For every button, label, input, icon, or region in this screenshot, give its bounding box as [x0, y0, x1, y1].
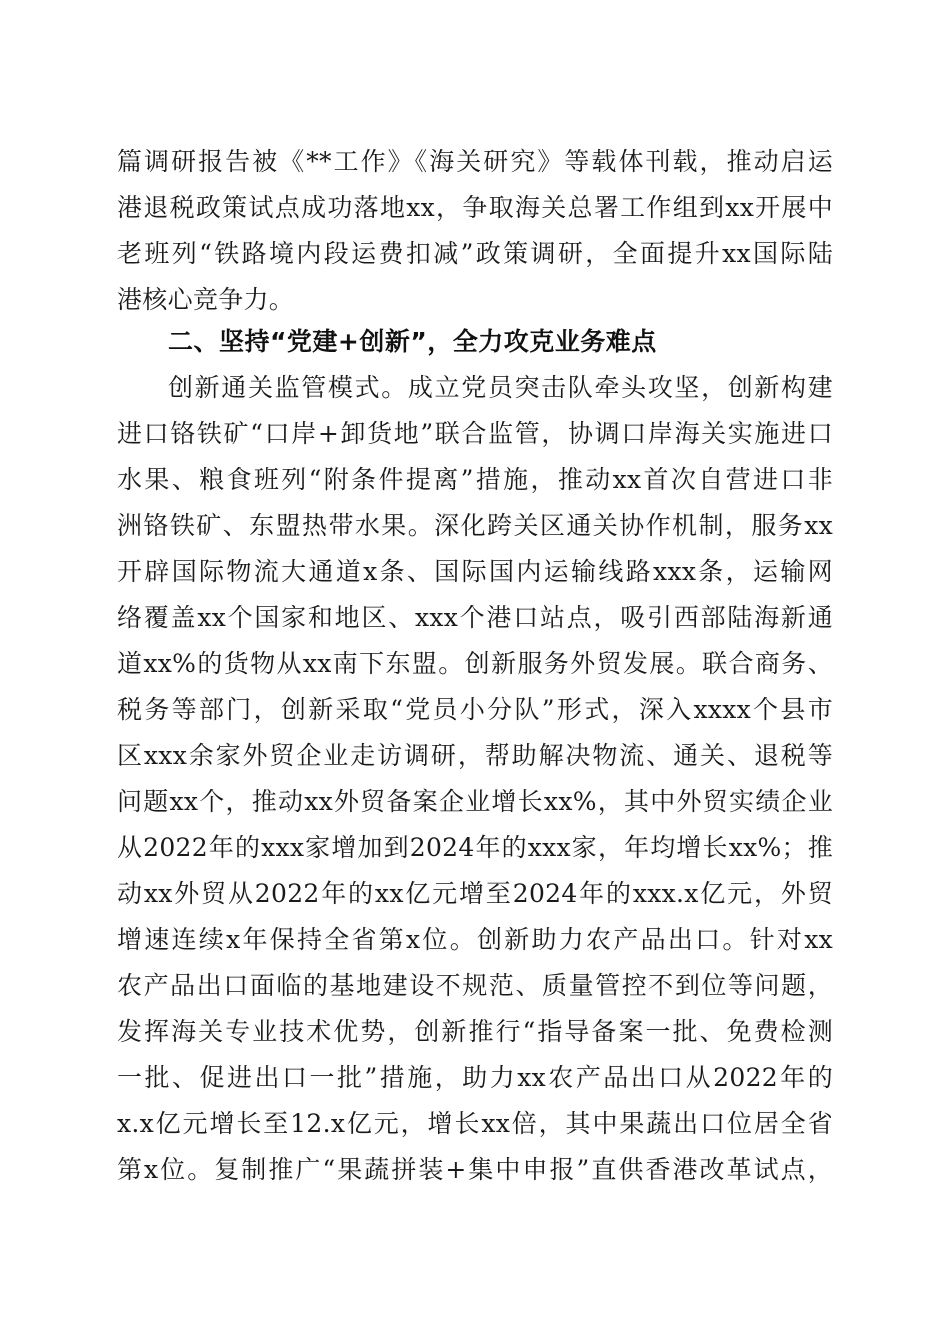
paragraph-2-line-9: 区xxx余家外贸企业走访调研，帮助解决物流、通关、退税等 — [117, 741, 833, 770]
paragraph-2-line-14: 农产品出口面临的基地建设不规范、质量管控不到位等问题， — [117, 971, 833, 1000]
paragraph-2-line-16: 一批、促进出口一批”措施，助力xx农产品出口从2022年的 — [117, 1063, 833, 1092]
paragraph-2-line-4: 洲铬铁矿、东盟热带水果。深化跨关区通关协作机制，服务xx — [117, 511, 833, 540]
paragraph-1-line-4: 港核心竞争力。 — [117, 285, 295, 314]
paragraph-1-line-3: 老班列“铁路境内段运费扣减”政策调研，全面提升xx国际陆 — [117, 239, 833, 268]
paragraph-2-line-6: 络覆盖xx个国家和地区、xxx个港口站点，吸引西部陆海新通 — [117, 603, 833, 632]
paragraph-2-line-18: 第x位。复制推广“果蔬拼装+集中申报”直供香港改革试点， — [117, 1155, 833, 1184]
paragraph-2-line-8: 税务等部门，创新采取“党员小分队”形式，深入xxxx个县市 — [117, 695, 833, 724]
paragraph-1-line-2: 港退税政策试点成功落地xx，争取海关总署工作组到xx开展中 — [117, 193, 833, 222]
paragraph-2-line-15: 发挥海关专业技术优势，创新推行“指导备案一批、免费检测 — [117, 1017, 833, 1046]
section-heading: 二、坚持“党建+创新”，全力攻克业务难点 — [168, 327, 657, 356]
paragraph-2-line-1: 创新通关监管模式。成立党员突击队牵头攻坚，创新构建 — [168, 373, 833, 402]
paragraph-2-line-10: 问题xx个，推动xx外贸备案企业增长xx%，其中外贸实绩企业 — [117, 787, 833, 816]
paragraph-2-line-13: 增速连续x年保持全省第x位。创新助力农产品出口。针对xx — [117, 925, 833, 954]
paragraph-2-line-2: 进口铬铁矿“口岸+卸货地”联合监管，协调口岸海关实施进口 — [117, 419, 833, 448]
paragraph-1-line-1: 篇调研报告被《**工作》《海关研究》等载体刊载，推动启运 — [117, 147, 833, 176]
paragraph-2-line-3: 水果、粮食班列“附条件提离”措施，推动xx首次自营进口非 — [117, 465, 833, 494]
paragraph-2-line-12: 动xx外贸从2022年的xx亿元增至2024年的xxx.x亿元，外贸 — [117, 879, 833, 908]
paragraph-2-line-17: x.x亿元增长至12.x亿元，增长xx倍，其中果蔬出口位居全省 — [117, 1109, 833, 1138]
paragraph-2-line-11: 从2022年的xxx家增加到2024年的xxx家，年均增长xx%；推 — [117, 833, 833, 862]
paragraph-2-line-5: 开辟国际物流大通道x条、国际国内运输线路xxx条，运输网 — [117, 557, 833, 586]
paragraph-2-line-7: 道xx%的货物从xx南下东盟。创新服务外贸发展。联合商务、 — [117, 649, 833, 678]
